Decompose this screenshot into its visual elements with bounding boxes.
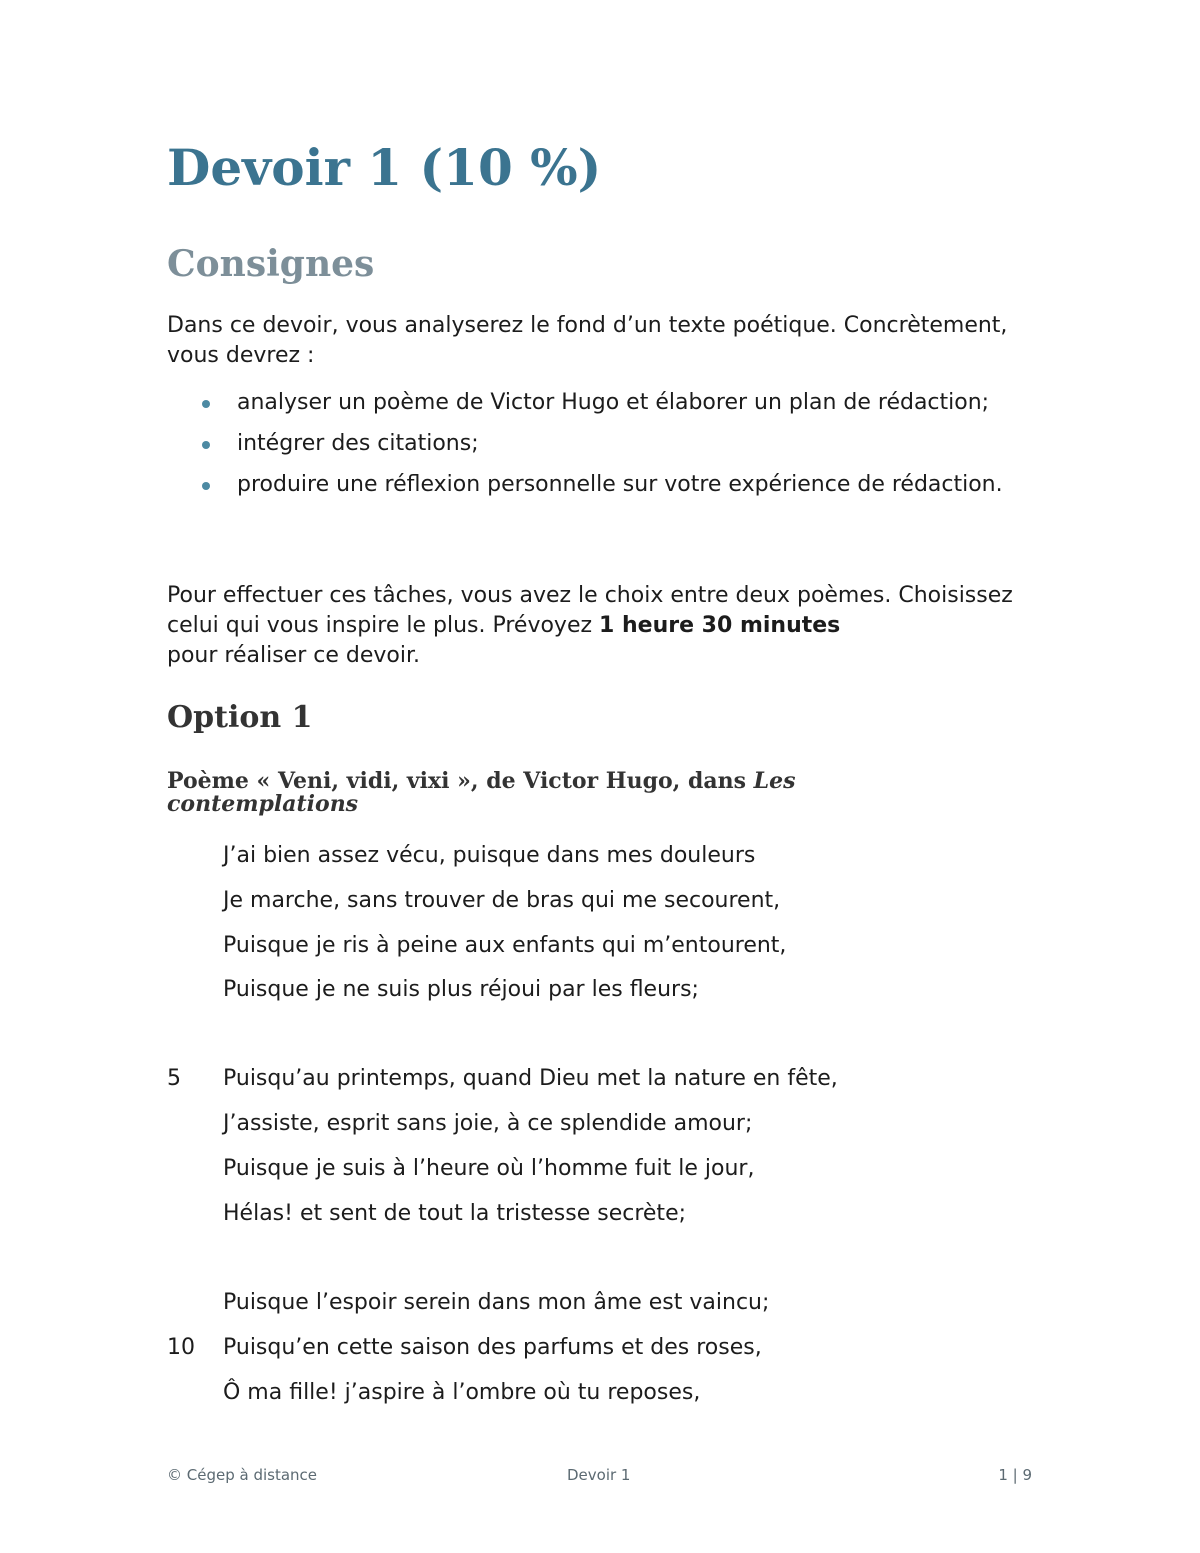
poem-line [167,1064,1067,1094]
task-text: analyser un poème de Victor Hugo et élaborer un plan de rédaction; [237,390,990,415]
verse-text: Puisque je ris à peine aux enfants qui m’entourent, [223,933,787,958]
verse-text: Puisque je suis à l’heure où l’homme fuit le jour, [223,1156,755,1181]
poem-line [167,1154,1067,1184]
verse-text: Hélas! et sent de tout la tristesse secrète; [223,1201,687,1226]
poem-line [167,1378,1067,1408]
poem-line [167,1199,1067,1229]
intro-paragraph: Dans ce devoir, vous analyserez le fond d’un texte poétique. Concrètement, vous devrez : [167,313,1008,368]
task-text: produire une réflexion personnelle sur votre expérience de rédaction. [237,472,1003,497]
bullet-icon [202,441,210,449]
poem-heading [167,770,927,816]
line-number: 5 [167,1066,181,1091]
poem-line [167,931,1067,961]
footer-page-number: 1 | 9 [998,1466,1032,1484]
bullet-icon [202,400,210,408]
choice-text: Pour effectuer ces tâches, vous avez le choix entre deux poèmes. Choisissez celui qui vous inspire le plus. Prévoyez [167,583,1013,638]
document-title: Devoir 1 (10 %) [167,138,602,197]
list-item [167,470,1027,500]
section-heading-consignes: Consignes [167,243,375,285]
task-list [167,388,1027,511]
verse-text: Puisque je ne suis plus réjoui par les fleurs; [223,977,699,1002]
poem-line [167,1109,1067,1139]
verse-text: Puisque l’espoir serein dans mon âme est vaincu; [223,1290,770,1315]
task-text: intégrer des citations; [237,431,479,456]
list-item [167,429,1027,459]
verse-text: J’assiste, esprit sans joie, à ce splendide amour; [223,1111,753,1136]
verse-text: J’ai bien assez vécu, puisque dans mes douleurs [223,843,756,868]
choice-text-end: pour réaliser ce devoir. [167,643,420,668]
verse-text: Puisqu’en cette saison des parfums et des roses, [223,1335,762,1360]
poem-line [167,886,1067,916]
verse-text: Ô ma fille! j’aspire à l’ombre où tu reposes, [223,1380,701,1405]
choice-paragraph [167,581,1067,671]
poem-book-title: Les contemplations [167,768,796,817]
duration-emphasis: 1 heure 30 minutes [599,613,841,638]
footer-document-name: Devoir 1 [567,1466,631,1484]
footer-copyright: © Cégep à distance [167,1466,318,1484]
option-heading: Option 1 [167,700,313,735]
poem-line [167,841,1067,871]
poem-line [167,1288,1067,1318]
poem-heading-text: Poème « Veni, vidi, vixi », de Victor Hugo, dans [167,768,754,794]
line-number: 10 [167,1335,195,1360]
poem-line [167,975,1067,1005]
bullet-icon [202,482,210,490]
poem-line [167,1333,1067,1363]
verse-text: Je marche, sans trouver de bras qui me secourent, [223,888,781,913]
list-item [167,388,1027,418]
verse-text: Puisqu’au printemps, quand Dieu met la nature en fête, [223,1066,838,1091]
